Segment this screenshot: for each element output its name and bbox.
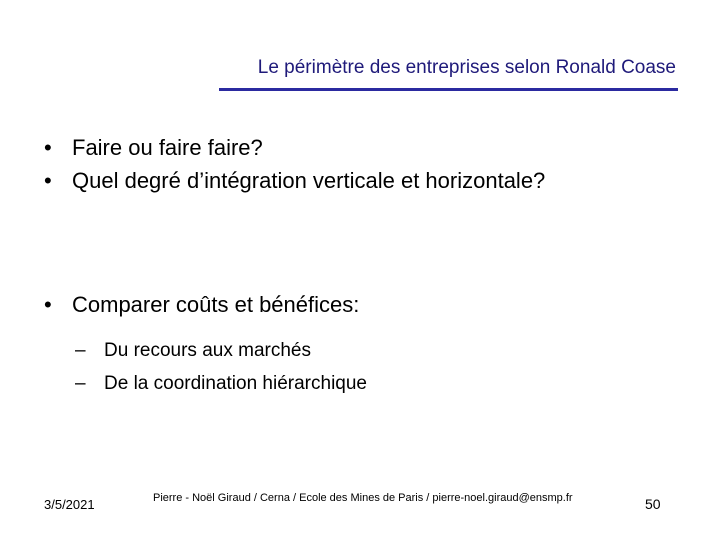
bullet-text: Faire ou faire faire? <box>72 135 263 160</box>
bullet-text: Comparer coûts et bénéfices: <box>72 292 360 317</box>
bullet-list-comparison <box>44 288 359 321</box>
dash-marker: – <box>75 373 86 394</box>
bullet-list-main <box>44 131 545 197</box>
bullet-item <box>44 131 545 164</box>
bullet-marker: • <box>44 135 52 160</box>
sub-bullet-list <box>75 334 367 400</box>
bullet-item <box>44 164 545 197</box>
bullet-marker: • <box>44 292 52 317</box>
sub-bullet-item <box>75 334 367 367</box>
title-underline <box>219 88 678 91</box>
bullet-text: Quel degré d’intégration verticale et horizontale? <box>72 168 546 193</box>
slide-title: Le périmètre des entreprises selon Ronald Coase <box>257 57 676 78</box>
footer-date: 3/5/2021 <box>44 497 95 512</box>
sub-bullet-item <box>75 367 367 400</box>
page-number: 50 <box>645 496 661 512</box>
dash-marker: – <box>75 340 86 361</box>
footer-credits: Pierre - Noël Giraud / Cerna / Ecole des Mines de Paris / pierre-noel.giraud@ensmp.fr <box>153 492 573 504</box>
bullet-item <box>44 288 359 321</box>
bullet-marker: • <box>44 168 52 193</box>
sub-bullet-text: De la coordination hiérarchique <box>104 373 367 394</box>
sub-bullet-text: Du recours aux marchés <box>104 340 311 361</box>
